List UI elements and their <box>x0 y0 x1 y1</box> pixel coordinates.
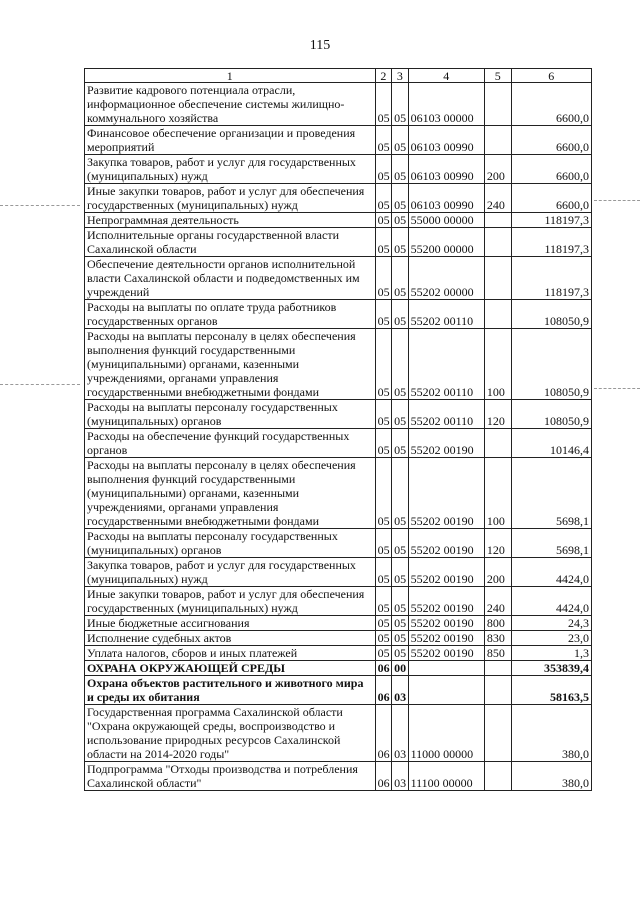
item-name-cell: Иные бюджетные ассигнования <box>85 616 376 631</box>
section-code-cell: 05 <box>375 155 391 184</box>
scan-line-right-top <box>594 200 640 201</box>
expense-type-cell: 240 <box>484 184 511 213</box>
item-name-cell: Расходы на выплаты персоналу государственных (муниципальных) органов <box>85 400 376 429</box>
budget-table <box>84 68 592 791</box>
item-name-cell: Расходы на обеспечение функций государственных органов <box>85 429 376 458</box>
table-row <box>85 400 592 429</box>
amount-cell: 58163,5 <box>511 676 591 705</box>
section-code-cell: 05 <box>375 126 391 155</box>
subsection-code-cell: 05 <box>392 329 408 400</box>
item-name-cell: Закупка товаров, работ и услуг для государственных (муниципальных) нужд <box>85 558 376 587</box>
item-name-cell: Уплата налогов, сборов и иных платежей <box>85 646 376 661</box>
table-row <box>85 762 592 791</box>
expense-type-cell: 240 <box>484 587 511 616</box>
item-name-cell: Исполнительные органы государственной власти Сахалинской области <box>85 228 376 257</box>
item-name-cell: Закупка товаров, работ и услуг для государственных (муниципальных) нужд <box>85 155 376 184</box>
table-row <box>85 705 592 762</box>
target-article-cell: 55202 00190 <box>408 558 484 587</box>
expense-type-cell <box>484 300 511 329</box>
section-code-cell: 06 <box>375 705 391 762</box>
table-row <box>85 587 592 616</box>
table-row <box>85 646 592 661</box>
expense-type-cell <box>484 661 511 676</box>
column-header: 6 <box>511 69 591 83</box>
section-code-cell: 05 <box>375 587 391 616</box>
table-row <box>85 631 592 646</box>
target-article-cell: 55202 00000 <box>408 257 484 300</box>
section-code-cell: 05 <box>375 83 391 126</box>
item-name-cell: Подпрограмма "Отходы производства и потребления Сахалинской области" <box>85 762 376 791</box>
column-header: 3 <box>392 69 408 83</box>
amount-cell: 23,0 <box>511 631 591 646</box>
amount-cell: 118197,3 <box>511 228 591 257</box>
amount-cell: 1,3 <box>511 646 591 661</box>
item-name-cell: Иные закупки товаров, работ и услуг для обеспечения государственных (муниципальных) нужд <box>85 184 376 213</box>
subsection-code-cell: 05 <box>392 155 408 184</box>
expense-type-cell <box>484 762 511 791</box>
expense-type-cell: 120 <box>484 529 511 558</box>
subsection-code-cell: 05 <box>392 429 408 458</box>
section-code-cell: 06 <box>375 676 391 705</box>
table-row <box>85 257 592 300</box>
expense-type-cell: 100 <box>484 329 511 400</box>
section-code-cell: 06 <box>375 661 391 676</box>
target-article-cell: 55202 00110 <box>408 300 484 329</box>
item-name-cell: Непрограммная деятельность <box>85 213 376 228</box>
item-name-cell: Государственная программа Сахалинской области "Охрана окружающей среды, воспроизводство и использование природных ресурсов Сахалинской области на 2014-2020 годы" <box>85 705 376 762</box>
section-code-cell: 05 <box>375 228 391 257</box>
subsection-code-cell: 05 <box>392 558 408 587</box>
subsection-code-cell: 05 <box>392 83 408 126</box>
section-code-cell: 05 <box>375 257 391 300</box>
section-code-cell: 05 <box>375 329 391 400</box>
target-article-cell: 55202 00190 <box>408 587 484 616</box>
item-name-cell: Финансовое обеспечение организации и проведения мероприятий <box>85 126 376 155</box>
subsection-code-cell: 03 <box>392 762 408 791</box>
scan-line-left-mid <box>0 384 80 385</box>
expense-type-cell: 200 <box>484 155 511 184</box>
expense-type-cell: 850 <box>484 646 511 661</box>
table-row <box>85 661 592 676</box>
target-article-cell: 06103 00990 <box>408 184 484 213</box>
expense-type-cell: 800 <box>484 616 511 631</box>
target-article-cell: 55000 00000 <box>408 213 484 228</box>
subsection-code-cell: 03 <box>392 676 408 705</box>
amount-cell: 10146,4 <box>511 429 591 458</box>
scan-line-right-mid <box>594 388 640 389</box>
scan-line-left-top <box>0 205 80 206</box>
target-article-cell: 55202 00190 <box>408 529 484 558</box>
table-row <box>85 429 592 458</box>
amount-cell: 6600,0 <box>511 155 591 184</box>
table-row <box>85 213 592 228</box>
target-article-cell: 06103 00990 <box>408 155 484 184</box>
expense-type-cell: 200 <box>484 558 511 587</box>
target-article-cell: 55202 00190 <box>408 458 484 529</box>
target-article-cell <box>408 676 484 705</box>
expense-type-cell <box>484 257 511 300</box>
target-article-cell: 11000 00000 <box>408 705 484 762</box>
subsection-code-cell: 05 <box>392 228 408 257</box>
table-row <box>85 329 592 400</box>
amount-cell: 4424,0 <box>511 587 591 616</box>
expense-type-cell <box>484 213 511 228</box>
subsection-code-cell: 03 <box>392 705 408 762</box>
target-article-cell: 11100 00000 <box>408 762 484 791</box>
table-row <box>85 458 592 529</box>
table-row <box>85 558 592 587</box>
item-name-cell: Иные закупки товаров, работ и услуг для обеспечения государственных (муниципальных) нужд <box>85 587 376 616</box>
section-code-cell: 05 <box>375 300 391 329</box>
target-article-cell: 55202 00190 <box>408 631 484 646</box>
target-article-cell <box>408 661 484 676</box>
item-name-cell: ОХРАНА ОКРУЖАЮЩЕЙ СРЕДЫ <box>85 661 376 676</box>
expense-type-cell <box>484 705 511 762</box>
table-row <box>85 83 592 126</box>
subsection-code-cell: 05 <box>392 631 408 646</box>
item-name-cell: Расходы на выплаты персоналу в целях обеспечения выполнения функций государственными (муниципальными) органами, казенными учреждениями, органами управления государственными внебюджетными фондами <box>85 329 376 400</box>
section-code-cell: 05 <box>375 529 391 558</box>
amount-cell: 108050,9 <box>511 400 591 429</box>
subsection-code-cell: 05 <box>392 587 408 616</box>
section-code-cell: 05 <box>375 184 391 213</box>
subsection-code-cell: 05 <box>392 257 408 300</box>
item-name-cell: Исполнение судебных актов <box>85 631 376 646</box>
subsection-code-cell: 05 <box>392 300 408 329</box>
table-row <box>85 300 592 329</box>
item-name-cell: Развитие кадрового потенциала отрасли, информационное обеспечение системы жилищно-коммунального хозяйства <box>85 83 376 126</box>
table-row <box>85 126 592 155</box>
amount-cell: 108050,9 <box>511 300 591 329</box>
table-row <box>85 228 592 257</box>
amount-cell: 4424,0 <box>511 558 591 587</box>
amount-cell: 6600,0 <box>511 83 591 126</box>
section-code-cell: 05 <box>375 646 391 661</box>
expense-type-cell: 830 <box>484 631 511 646</box>
table-row <box>85 184 592 213</box>
expense-type-cell <box>484 228 511 257</box>
column-header: 5 <box>484 69 511 83</box>
amount-cell: 380,0 <box>511 762 591 791</box>
section-code-cell: 05 <box>375 213 391 228</box>
subsection-code-cell: 05 <box>392 126 408 155</box>
table-row <box>85 676 592 705</box>
amount-cell: 5698,1 <box>511 458 591 529</box>
amount-cell: 118197,3 <box>511 257 591 300</box>
subsection-code-cell: 00 <box>392 661 408 676</box>
subsection-code-cell: 05 <box>392 646 408 661</box>
item-name-cell: Расходы на выплаты персоналу государственных (муниципальных) органов <box>85 529 376 558</box>
subsection-code-cell: 05 <box>392 400 408 429</box>
amount-cell: 24,3 <box>511 616 591 631</box>
target-article-cell: 55200 00000 <box>408 228 484 257</box>
subsection-code-cell: 05 <box>392 529 408 558</box>
target-article-cell: 06103 00990 <box>408 126 484 155</box>
table-row <box>85 616 592 631</box>
item-name-cell: Расходы на выплаты по оплате труда работников государственных органов <box>85 300 376 329</box>
expense-type-cell <box>484 676 511 705</box>
item-name-cell: Расходы на выплаты персоналу в целях обеспечения выполнения функций государственными (муниципальными) органами, казенными учреждениями, органами управления государственными внебюджетными фондами <box>85 458 376 529</box>
target-article-cell: 55202 00110 <box>408 329 484 400</box>
subsection-code-cell: 05 <box>392 213 408 228</box>
table-row <box>85 155 592 184</box>
target-article-cell: 06103 00000 <box>408 83 484 126</box>
page-number: 115 <box>309 38 331 53</box>
section-code-cell: 05 <box>375 458 391 529</box>
amount-cell: 5698,1 <box>511 529 591 558</box>
section-code-cell: 05 <box>375 400 391 429</box>
column-header: 2 <box>375 69 391 83</box>
subsection-code-cell: 05 <box>392 616 408 631</box>
column-number-row <box>85 69 592 83</box>
section-code-cell: 05 <box>375 558 391 587</box>
amount-cell: 108050,9 <box>511 329 591 400</box>
section-code-cell: 05 <box>375 616 391 631</box>
target-article-cell: 55202 00190 <box>408 616 484 631</box>
section-code-cell: 05 <box>375 429 391 458</box>
column-header: 4 <box>408 69 484 83</box>
target-article-cell: 55202 00190 <box>408 429 484 458</box>
table-row <box>85 529 592 558</box>
target-article-cell: 55202 00110 <box>408 400 484 429</box>
expense-type-cell: 100 <box>484 458 511 529</box>
amount-cell: 380,0 <box>511 705 591 762</box>
section-code-cell: 05 <box>375 631 391 646</box>
expense-type-cell <box>484 429 511 458</box>
subsection-code-cell: 05 <box>392 184 408 213</box>
expense-type-cell: 120 <box>484 400 511 429</box>
item-name-cell: Охрана объектов растительного и животного мира и среды их обитания <box>85 676 376 705</box>
amount-cell: 353839,4 <box>511 661 591 676</box>
section-code-cell: 06 <box>375 762 391 791</box>
amount-cell: 6600,0 <box>511 184 591 213</box>
column-header: 1 <box>85 69 376 83</box>
subsection-code-cell: 05 <box>392 458 408 529</box>
amount-cell: 118197,3 <box>511 213 591 228</box>
expense-type-cell <box>484 83 511 126</box>
item-name-cell: Обеспечение деятельности органов исполнительной власти Сахалинской области и подведомственных им учреждений <box>85 257 376 300</box>
target-article-cell: 55202 00190 <box>408 646 484 661</box>
expense-type-cell <box>484 126 511 155</box>
amount-cell: 6600,0 <box>511 126 591 155</box>
